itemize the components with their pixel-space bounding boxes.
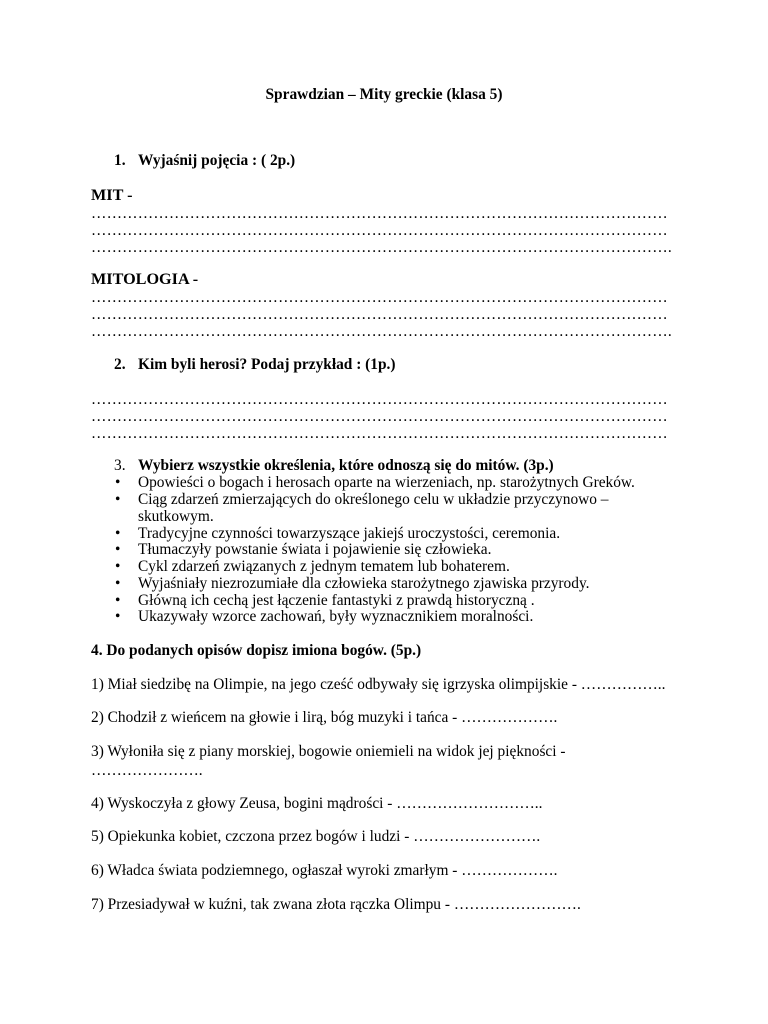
option-item: Wyjaśniały niezrozumiałe dla człowieka starożytnego zjawiska przyrody. [138, 575, 590, 592]
option-item: Ciąg zdarzeń zmierzających do określonego celu w układzie przyczynowo – [138, 491, 609, 508]
option-item: Główną ich cechą jest łączenie fantastyki z prawdą historyczną . [138, 592, 535, 609]
q2-number: 2. [114, 356, 126, 373]
page-title: Sprawdzian – Mity greckie (klasa 5) [265, 86, 503, 103]
bullet-icon: • [115, 474, 121, 491]
q4-item: 4) Wyskoczyła z głowy Zeusa, bogini mądrości - ……………………….. [91, 795, 543, 812]
q4-heading: 4. Do podanych opisów dopisz imiona bogów. (5p.) [91, 642, 422, 659]
option-item: Tradycyjne czynności towarzyszące jakiejś uroczystości, ceremonia. [138, 525, 561, 542]
q4-item: 1) Miał siedzibę na Olimpie, na jego cześć odbywały się igrzyska olimpijskie - …………….. [91, 676, 666, 693]
q4-item: 6) Władca świata podziemnego, ogłaszał wyroki zmarłym - ………………. [91, 862, 558, 879]
option-item: Cykl zdarzeń związanych z jednym tematem lub bohaterem. [138, 558, 510, 575]
answer-line: ………………………………………………………………………………………………… [91, 408, 668, 425]
bullet-icon: • [115, 558, 121, 575]
answer-line: ………………………………………………………………………………………………… [91, 425, 668, 442]
answer-line: ………………………………………………………………………………………………… [91, 391, 668, 408]
bullet-icon: • [115, 592, 121, 609]
option-item: Ukazywały wzorce zachowań, były wyznacznikiem moralności. [138, 608, 534, 625]
option-item: Tłumaczyły powstanie świata i pojawienie się człowieka. [138, 541, 492, 558]
answer-line: …………………………………………………………………………………………………. [91, 239, 672, 256]
bullet-icon: • [115, 525, 121, 542]
bullet-icon: • [115, 491, 121, 508]
q1-number: 1. [114, 152, 126, 169]
answer-line: ………………………………………………………………………………………………… [91, 306, 668, 323]
term-mit-label: MIT - [91, 186, 133, 204]
bullet-icon: • [115, 541, 121, 558]
q4-item: 5) Opiekunka kobiet, czczona przez bogów i ludzi - ……………………. [91, 828, 541, 845]
term-mitologia-label: MITOLOGIA - [91, 270, 199, 288]
q4-item-continuation: …………………. [91, 762, 203, 779]
answer-line: …………………………………………………………………………………………………. [91, 323, 672, 340]
q3-number: 3. [114, 457, 126, 474]
answer-line: ………………………………………………………………………………………………… [91, 289, 668, 306]
answer-line: ………………………………………………………………………………………………… [91, 205, 668, 222]
q4-item: 3) Wyłoniła się z piany morskiej, bogowie oniemieli na widok jej piękności - [91, 743, 566, 760]
bullet-icon: • [115, 608, 121, 625]
q4-item: 7) Przesiadywał w kuźni, tak zwana złota rączka Olimpu - ……………………. [91, 896, 581, 913]
bullet-icon: • [115, 575, 121, 592]
q4-item: 2) Chodził z wieńcem na głowie i lirą, bóg muzyki i tańca - ………………. [91, 709, 558, 726]
q2-text: Kim byli herosi? Podaj przykład : (1p.) [138, 356, 396, 373]
answer-line: ………………………………………………………………………………………………… [91, 222, 668, 239]
option-item: Opowieści o bogach i herosach oparte na wierzeniach, np. starożytnych Greków. [138, 474, 635, 491]
q3-text: Wybierz wszystkie określenia, które odnoszą się do mitów. (3p.) [138, 457, 554, 474]
option-item-continuation: skutkowym. [138, 508, 214, 525]
q1-text: Wyjaśnij pojęcia : ( 2p.) [138, 152, 296, 169]
